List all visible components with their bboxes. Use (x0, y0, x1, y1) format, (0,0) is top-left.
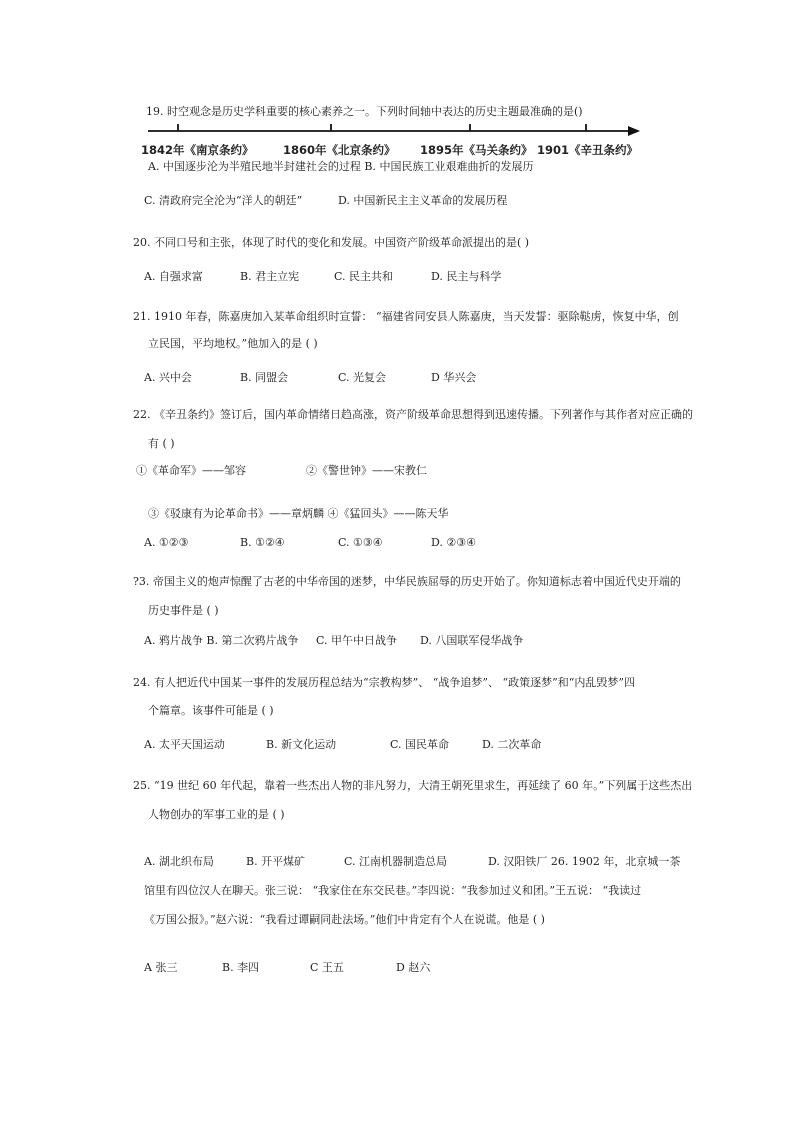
q21-option-d: D 华兴会 (431, 371, 477, 384)
timeline-label-1860: 1860年《北京条约》 (283, 143, 396, 157)
timeline-label-1895: 1895年《马关条约》 (420, 143, 533, 157)
q24-stem-line1: 24. 有人把近代中国某一事件的发展历程总结为“宗教构梦”、 “战争追梦”、 “政策逐梦”和“内乱毁梦”四 (133, 676, 635, 689)
q22-option-c: C. ①③④ (338, 536, 383, 549)
q26-option-b: B. 李四 (222, 961, 260, 974)
q21-option-c: C. 光复会 (338, 371, 387, 384)
q20-option-a: A. 自强求富 (144, 270, 203, 283)
q23-stem-line2: 历史事件是 ( ) (148, 604, 219, 617)
q24-option-d: D. 二次革命 (482, 738, 542, 751)
q20-option-d: D. 民主与科学 (431, 270, 502, 283)
q26-stem-line2: 馆里有四位汉人在聊天。张三说： “我家住在东交民巷。”李四说：“我参加过义和团。”王五说： “我读过 (144, 884, 642, 897)
timeline-axis (0, 0, 794, 160)
q25-option-d-q26-start: D. 汉阳铁厂 26. 1902 年，北京城一茶 (488, 855, 681, 868)
q22-stem-line2: 有 ( ) (148, 437, 175, 450)
q23-options-ab: A. 鸦片战争 B. 第二次鸦片战争 (144, 634, 299, 647)
q25-option-c: C. 江南机器制造总局 (344, 855, 448, 868)
q21-stem-line1: 21. 1910 年春，陈嘉庚加入某革命组织时宣誓： “福建省同安县人陈嘉庚，当天发誓：驱除鞑虏，恢复中华，创 (133, 310, 679, 323)
q21-stem-line2: 立民国，平均地权。”他加入的是 ( ) (148, 337, 318, 350)
q25-option-a: A. 湖北织布局 (144, 855, 214, 868)
q22-option-b: B. ①②④ (240, 536, 285, 549)
q25-option-b: B. 开平煤矿 (246, 855, 306, 868)
q22-stem-line1: 22. 《辛丑条约》签订后，国内革命情绪日趋高涨，资产阶级革命思想得到迅速传播。下列著作与其作者对应正确的 (133, 408, 693, 421)
timeline-label-1901: 1901《辛丑条约》 (537, 143, 639, 157)
q22-option-d: D. ②③④ (431, 536, 477, 549)
q26-option-a: A 张三 (144, 961, 178, 974)
q21-option-a: A. 兴中会 (144, 371, 192, 384)
q20-stem: 20. 不同口号和主张，体现了时代的变化和发展。中国资产阶级革命派提出的是( ) (133, 236, 530, 249)
q24-stem-line2: 个篇章。该事件可能是 ( ) (148, 704, 274, 717)
q20-option-c: C. 民主共和 (334, 270, 394, 283)
q26-stem-line3: 《万国公报》。”赵六说：“我看过谭嗣同赴法场。”他们中肯定有个人在说谎。他是 ( ) (144, 913, 545, 926)
q24-option-b: B. 新文化运动 (266, 738, 337, 751)
q24-option-a: A. 太平天国运动 (144, 738, 225, 751)
q22-option-a: A. ①②③ (144, 536, 189, 549)
q22-item-2: ②《警世钟》——宋教仁 (306, 464, 427, 477)
q25-stem-line2: 人物创办的军事工业的是 ( ) (148, 808, 285, 821)
timeline-label-1842: 1842年《南京条约》 (141, 143, 254, 157)
q24-option-c: C. 国民革命 (390, 738, 450, 751)
q19-option-c: C. 清政府完全沦为“洋人的朝廷” (144, 194, 303, 207)
q19-options-ab: A. 中国逐步沦为半殖民地半封建社会的过程 B. 中国民族工业艰难曲折的发展历 (148, 160, 534, 173)
q25-stem-line1: 25. “19 世纪 60 年代起，靠着一些杰出人物的非凡努力，大清王朝死里求生，再延续了 60 年。”下列属于这些杰出 (133, 779, 693, 792)
q22-items-3-4: ③《驳康有为论革命书》——章炳麟 ④《猛回头》——陈天华 (148, 507, 449, 520)
q20-option-b: B. 君主立宪 (240, 270, 300, 283)
q26-option-d: D 赵六 (396, 961, 431, 974)
q19-stem: 19. 时空观念是历史学科重要的核心素养之一。下列时间轴中表达的历史主题最准确的是() (146, 105, 583, 118)
q21-option-b: B. 同盟会 (240, 371, 289, 384)
q23-option-d: D. 八国联军侵华战争 (420, 634, 524, 647)
q23-option-c: C. 甲午中日战争 (316, 634, 398, 647)
q22-item-1: ①《革命军》——邹容 (136, 464, 246, 477)
q19-option-d: D. 中国新民主主义革命的发展历程 (338, 194, 508, 207)
q23-stem-line1: ?3. 帝国主义的炮声惊醒了古老的中华帝国的迷梦，中华民族屈辱的历史开始了。你知道标志着中国近代史开端的 (133, 575, 681, 588)
q26-option-c: C 王五 (310, 961, 344, 974)
